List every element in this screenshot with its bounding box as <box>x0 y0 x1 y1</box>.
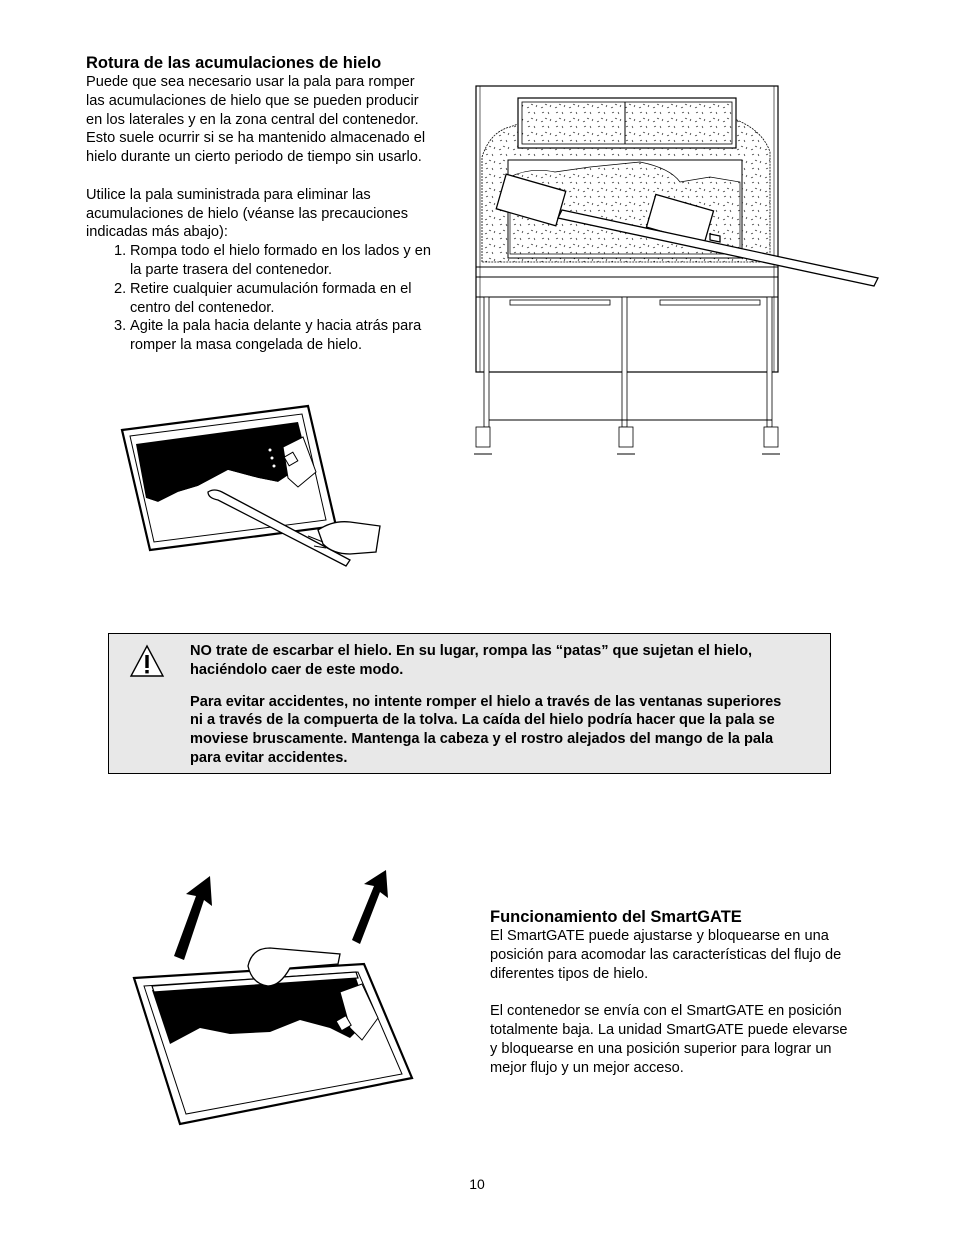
ice-bin-illustration <box>470 82 890 462</box>
warning-paragraph-2: Para evitar accidentes, no intente romper el hielo a través de las ventanas superiores ni a través de la compuerta de la tolva. La caída del hielo podría hacer que la pala se moviese bruscamente. Mantenga la cabeza y el rostro alejados del mango de la pala para evitar accidentes. <box>190 693 782 766</box>
smartgate-paragraph-2: El contenedor se envía con el SmartGATE en posición totalmente baja. La unidad SmartGATE puede elevarse y bloquearse en una posición superior para lograr un mejor flujo y un mejor acceso. <box>490 1003 848 1076</box>
section-title-ice-breaking: Rotura de las acumulaciones de hielo <box>86 54 382 72</box>
warning-text <box>190 642 820 768</box>
list-item: 3. Agite la pala hacia delante y hacia atrás para romper la masa congelada de hielo. <box>114 318 422 354</box>
instructions-paragraph: Utilice la pala suministrada para eliminar las acumulaciones de hielo (véanse las precauciones indicadas más abajo): <box>86 186 409 241</box>
section-smartgate <box>490 908 880 1077</box>
warning-triangle-icon <box>129 644 165 678</box>
list-item: 1. Rompa todo el hielo formado en los lados y en la parte trasera del contenedor. <box>114 243 431 278</box>
page-number: 10 <box>469 1176 485 1192</box>
smartgate-paragraph-1: El SmartGATE puede ajustarse y bloquearse en una posición para acomodar las características del flujo de diferentes tipos de hielo. <box>490 928 842 982</box>
intro-paragraph: Puede que sea necesario usar la pala para romper las acumulaciones de hielo que se pueden producir en los laterales y en la zona central del contenedor. Esto suele ocurrir si se ha mantenido almacenado el hielo durante un cierto periodo de tiempo sin usarlo. <box>86 74 426 166</box>
warning-paragraph-1: NO trate de escarbar el hielo. En su lugar, rompa las “patas” que sujetan el hielo, haciéndolo caer de este modo. <box>190 643 753 678</box>
scoop-in-bin-illustration <box>118 402 388 572</box>
section-title-smartgate: Funcionamiento del SmartGATE <box>490 908 742 926</box>
smartgate-illustration <box>130 868 420 1128</box>
list-item: 2. Retire cualquier acumulación formada en el centro del contenedor. <box>114 280 412 316</box>
steps-list <box>86 242 466 355</box>
section-ice-breaking <box>86 54 466 355</box>
warning-box <box>108 633 831 774</box>
